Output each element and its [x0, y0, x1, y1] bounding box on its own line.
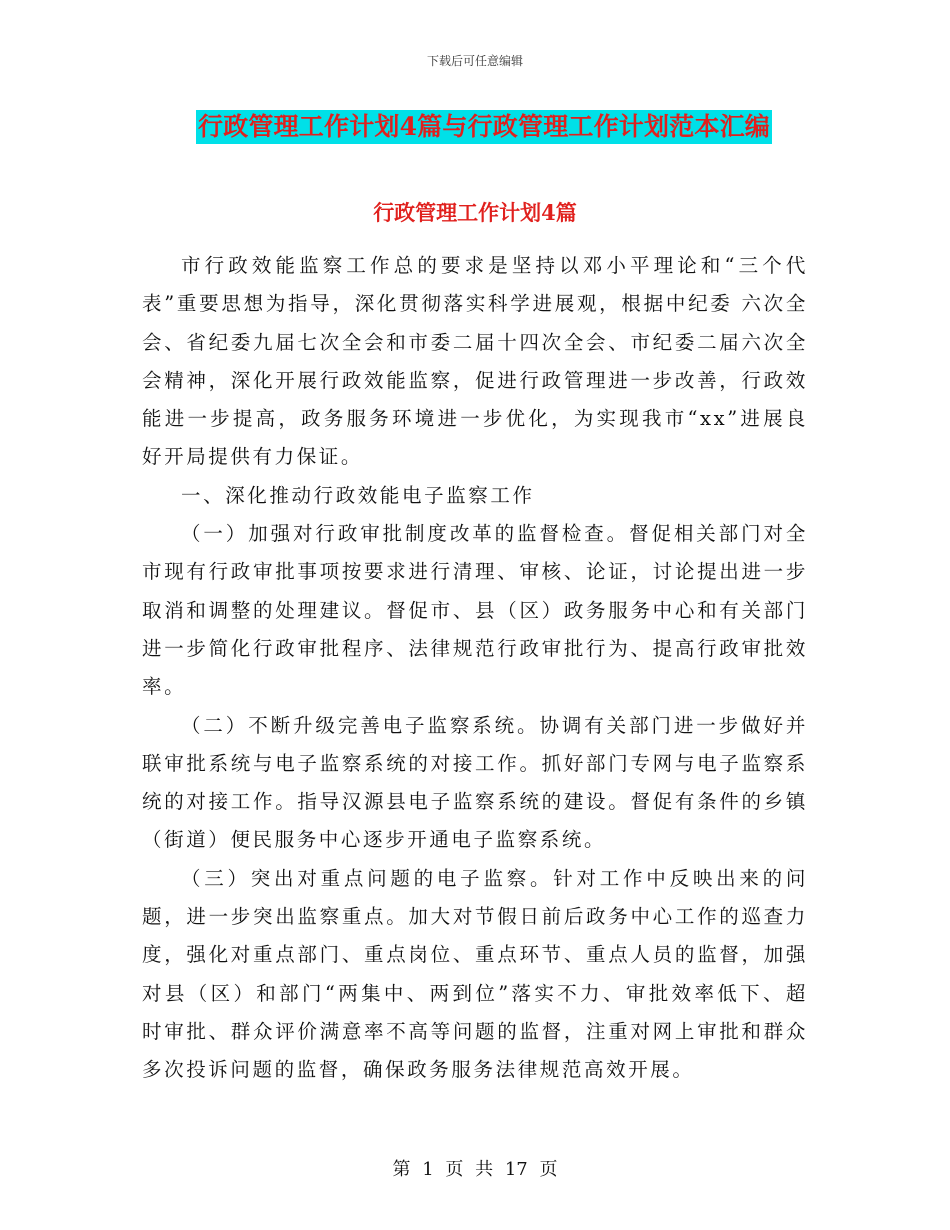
- page-number-footer: 第 1 页 共 17 页: [392, 1159, 558, 1180]
- paragraph-item-3: （三）突出对重点问题的电子监察。针对工作中反映出来的问题，进一步突出监察重点。加大对节假日前后政务中心工作的巡查力度，强化对重点部门、重点岗位、重点环节、重点人员的监督，加强对县（区）和部门“两集中、两到位”落实不力、审批效率低下、超时审批、群众评价满意率不高等问题的监督，注重对网上审批和群众多次投诉问题的监督，确保政务服务法律规范高效开展。: [142, 866, 808, 1082]
- section-title: 行政管理工作计划4篇: [373, 200, 577, 225]
- document-main-title: 行政管理工作计划4篇与行政管理工作计划范本汇编: [196, 110, 772, 144]
- section-heading: 一、深化推动行政效能电子监察工作: [181, 483, 535, 507]
- header-note: 下载后可任意编辑: [426, 54, 523, 68]
- document-body: [142, 247, 808, 1090]
- paragraph-item-2: （二）不断升级完善电子监察系统。协调有关部门进一步做好并联审批系统与电子监察系统的对接工作。抓好部门专网与电子监察系统的对接工作。指导汉源县电子监察系统的建设。督促有条件的乡镇（街道）便民服务中心逐步开通电子监察系统。: [142, 713, 808, 852]
- paragraph-intro: 市行政效能监察工作总的要求是坚持以邓小平理论和“三个代表”重要思想为指导，深化贯彻落实科学进展观，根据中纪委 六次全会、省纪委九届七次全会和市委二届十四次全会、市纪委二届六次全会精神，深化开展行政效能监察，促进行政管理进一步改善，行政效能进一步提高，政务服务环境进一步优化，为实现我市“xx”进展良好开局提供有力保证。: [142, 254, 808, 469]
- paragraph-item-1: （一）加强对行政审批制度改革的监督检查。督促相关部门对全市现有行政审批事项按要求进行清理、审核、论证，讨论提出进一步取消和调整的处理建议。督促市、县（区）政务服务中心和有关部门进一步简化行政审批程序、法律规范行政审批行为、提高行政审批效率。: [142, 522, 808, 699]
